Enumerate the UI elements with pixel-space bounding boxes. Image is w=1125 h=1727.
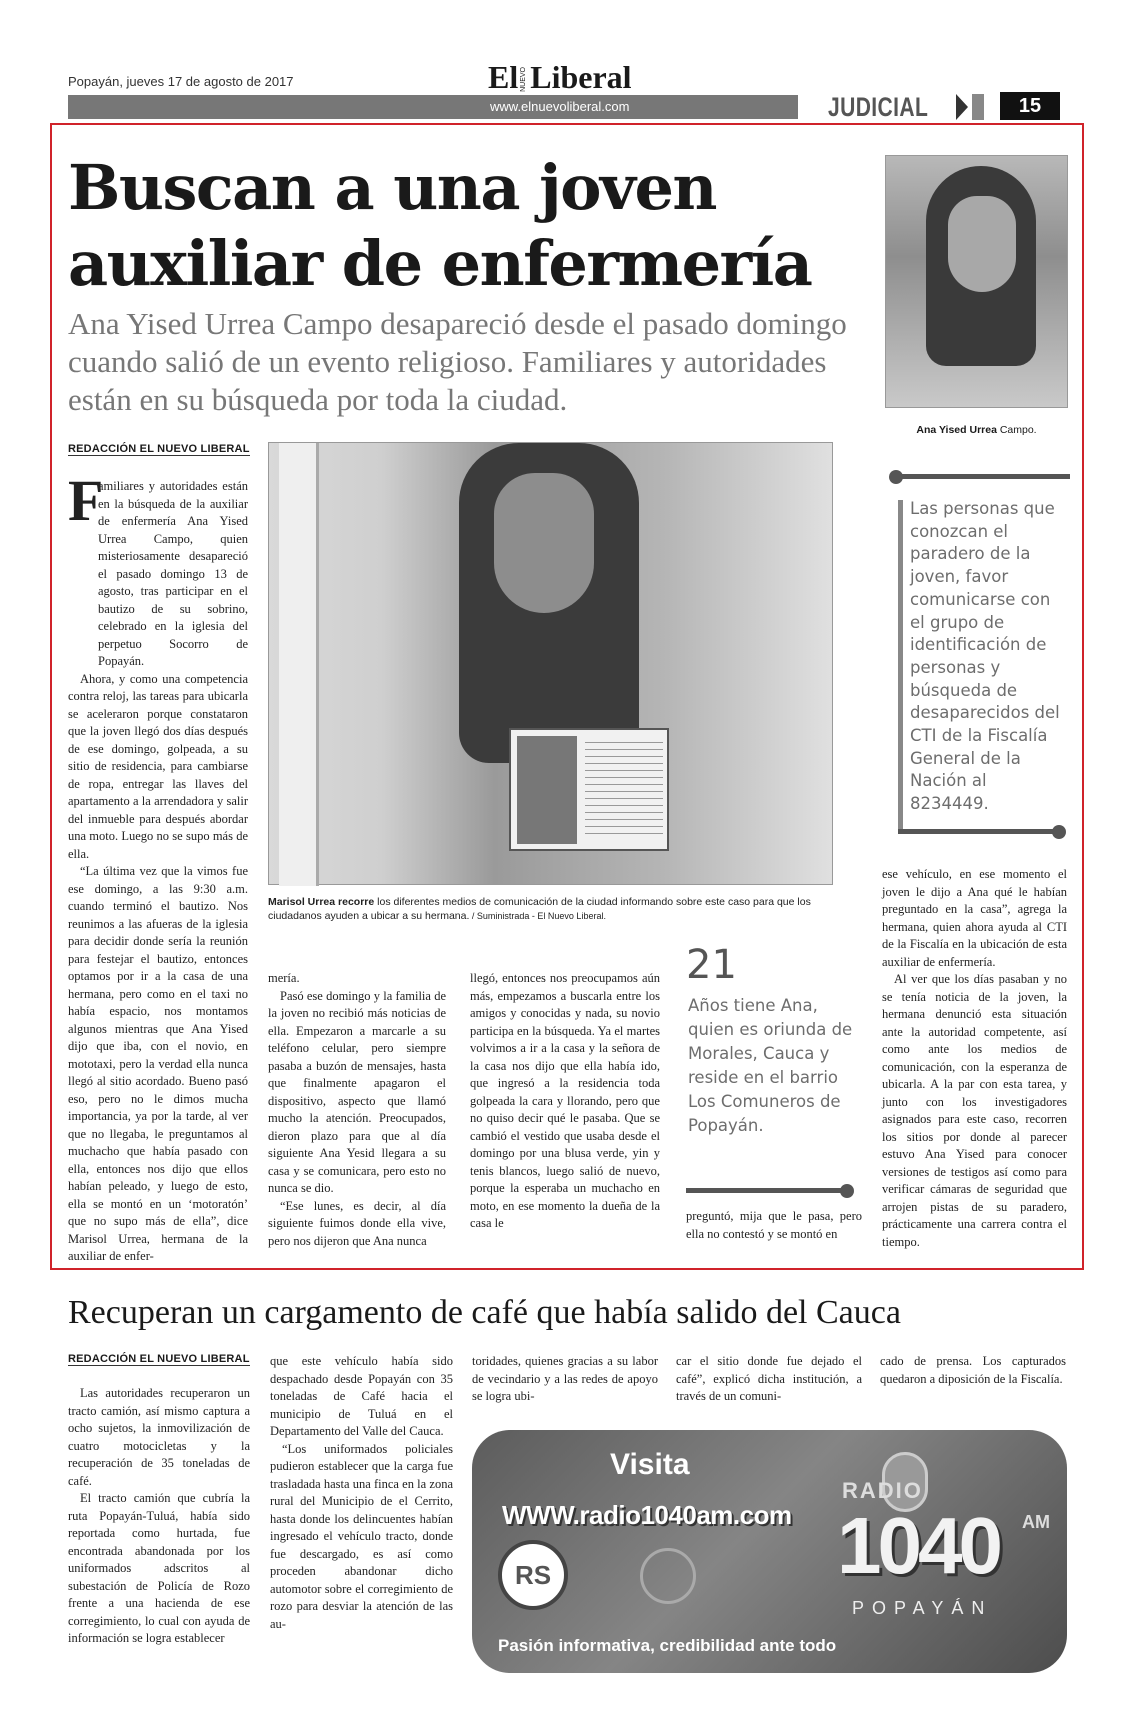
ad-city: POPAYÁN	[852, 1598, 993, 1618]
article2-column-5	[880, 1353, 1066, 1388]
drop-cap: F	[68, 468, 104, 533]
page-number: 15	[1000, 92, 1060, 120]
ad-radio: RADIO	[842, 1478, 923, 1503]
portrait-photo	[885, 155, 1068, 408]
ad-am: AM	[1022, 1512, 1050, 1532]
section-chevron-2	[972, 94, 984, 120]
article2-byline: REDACCIÓN EL NUEVO LIBERAL	[68, 1353, 250, 1365]
logo-el: El	[488, 59, 519, 95]
paragraph: El tracto camión que cubría la ruta Popayán-Tuluá, había sido reportada como hurtada, fue encontrada abandonada por los uniformados adscritos al subestación de Policía de Rozo frente a una hacienda de ese corregimiento, lo cual con ayuda de información se logra establecer	[68, 1491, 250, 1645]
callout-dot-bottom	[1052, 825, 1066, 839]
article2-headline: Recuperan un cargamento de café que había salido del Cauca	[68, 1294, 901, 1331]
paragraph: “Los uniformados policiales pudieron establecer que la carga fue trasladada hasta una finca en la zona rural del Municipio de el Cerrito, hasta donde los delincuentes habían ingresado el vehículo tracto, donde fue descargado, es así como proceden abandonar dicho automotor sobre el corregimiento de rozo para desviar la atención de las au-	[270, 1441, 453, 1631]
article-headline: Buscan a una joven auxiliar de enfermería	[68, 151, 812, 300]
portrait-caption	[885, 424, 1068, 436]
masthead-logo	[488, 58, 632, 95]
paragraph: amiliares y autoridades están en la búsqueda de la auxiliar de enfermería Ana Yised Urrea Campo, quien misteriosamente desapareció el pasado domingo 13 de agosto, tras participar en el bautizo de su sobrino, celebrado en la iglesia del perpetuo Socorro de Popayán.	[98, 479, 248, 668]
callout-rule-top	[898, 474, 1070, 479]
photo-person-face	[494, 473, 594, 613]
paragraph: preguntó, mija que le pasa, pero ella no contestó y se montó en	[686, 1209, 862, 1241]
header-bar	[68, 95, 798, 119]
byline: REDACCIÓN EL NUEVO LIBERAL	[68, 443, 250, 455]
radio-ad[interactable]	[472, 1430, 1067, 1673]
main-photo	[268, 442, 833, 885]
stat-number: 21	[686, 942, 737, 988]
flyer-photo	[517, 736, 577, 844]
photo-caption-bold: Marisol Urrea recorre	[268, 896, 375, 908]
section-tab	[798, 92, 988, 122]
article-column-4	[686, 1208, 862, 1243]
section-label: JUDICIAL	[828, 92, 929, 122]
ad-url[interactable]: WWW.radio1040am.com	[502, 1500, 792, 1530]
article-column-1	[68, 468, 248, 1266]
portrait-caption-rest: Campo.	[996, 424, 1037, 436]
ad-frequency: 1040	[837, 1501, 999, 1590]
paragraph: llegó, entonces nos preocupamos aún más, empezamos a buscarla entre los amigos y conocidas y nada, su novio participa en la búsqueda. Ya el martes volvimos a ir a la casa y la señora de la casa nos dijo que ella había ido, que ingresó a la residencia toda golpeada la cara y llorando, pero que no quiso decir qué le pasaba. Que se cambió el vestido que usaba desde el domingo por una blusa verde, yin y tenis blancos, luego salió de nuevo, porque la esperaba un muchacho en moto, en ese momento la dueña de la casa le	[470, 971, 660, 1230]
paragraph: que este vehículo había sido despachado desde Popayán con 35 toneladas de Café hacia el municipio de Tuluá en el Departamento del Valle del Cauca.	[270, 1354, 453, 1438]
paragraph: Al ver que los días pasaban y no se tenía noticia de la joven, la hermana denunció esta situación ante la autoridad competente, así como ante los medios de comunicación, con la esperanza de ubicarla. A la par con esta tarea, y junto con los investigadores asignados para este caso, recorren los sitios por donde al parecer estuvo Ana Yised para conocer versiones de testigos así como para verificar cámaras de seguridad que arrojen pistas de su paradero, prácticamente una carrera contra el tiempo.	[882, 972, 1067, 1249]
paragraph: mería.	[268, 971, 300, 985]
photo-held-flyer	[509, 728, 669, 851]
paragraph: Las autoridades recuperaron un tracto camión, así mismo captura a ocho sujetos, la inmovilización de cuatro motocicletas y la recuperación de 35 toneladas de café.	[68, 1386, 250, 1488]
website-link[interactable]: www.elnuevoliberal.com	[490, 99, 630, 114]
article-column-3	[470, 970, 660, 1233]
portrait-face	[948, 196, 1016, 292]
stat-text: Años tiene Ana, quien es oriunda de Morales, Cauca y reside en el barrio Los Comuneros de Popayán.	[688, 996, 853, 1135]
callout-side-bar	[898, 500, 903, 830]
article2-column-3	[472, 1353, 658, 1406]
paragraph: toridades, quienes gracias a su labor de vecindario y a las redes de apoyo se logra ubi-	[472, 1354, 658, 1403]
stat-rule	[686, 1188, 844, 1193]
paragraph: car el sitio donde fue dejado el café”, explicó dicha institución, a través de un comuni-	[676, 1354, 862, 1403]
article2-column-1	[68, 1385, 250, 1648]
ad-tagline: Pasión informativa, credibilidad ante todo	[498, 1636, 837, 1655]
stat-rule-dot	[840, 1184, 854, 1198]
logo-liberal: Liberal	[530, 59, 632, 95]
article2-column-2	[270, 1353, 453, 1633]
swirl-icon	[640, 1548, 696, 1604]
article-column-2	[268, 970, 446, 1250]
portrait-caption-name: Ana Yised Urrea	[916, 424, 997, 436]
article-column-5	[882, 866, 1067, 1251]
photo-caption-rest: los diferentes medios de comunicación de la ciudad informando sobre este caso para que los ciudadanos ayuden a ubicar a su hermana.	[268, 896, 811, 922]
callout-text: Las personas que conozcan el paradero de la joven, favor comunicarse con el grupo de identificación de personas y búsqueda de desaparecidos del CTI de la Fiscalía General de la Nación al 8234449.	[910, 499, 1060, 814]
paragraph: Pasó ese domingo y la familia de la joven no recibió más noticias de ella. Empezaron a marcarle a su teléfono celular, pero siempre pasaba a buzón de mensajes, hasta que finalmente apagaron el dispositivo, aspecto que llamó mucho la atención. Preocupados, dieron plazo para que al día siguiente Ana Yesid llegara a su casa y se comunicara, pero esto no nunca se dio.	[268, 988, 446, 1195]
section-chevron	[956, 94, 968, 120]
dateline: Popayán, jueves 17 de agosto de 2017	[68, 74, 294, 89]
flyer-text-block	[585, 742, 663, 837]
paragraph: ese vehículo, en ese momento el joven le dijo a Ana qué le habían preguntado en la casa”, agrega la hermana, quien ahora ayuda al CTI de la Fiscalía en la ubicación de esta auxiliar de enfermería.	[882, 867, 1067, 969]
photo-credit: / Suministrada - El Nuevo Liberal.	[469, 911, 606, 921]
rs-logo-text: RS	[514, 1560, 552, 1590]
paragraph: Ahora, y como una competencia contra reloj, las tareas para ubicarla se aceleraron porque constataron que la joven llegó dos días después de ese domingo, golpeada, a su sitio de residencia, para cambiarse de ropa, entregar las llaves del apartamento a la arrendadora y salir del inmueble para después abordar una moto. Luego no se supo más de ella.	[68, 671, 248, 861]
article2-column-4	[676, 1353, 862, 1406]
logo-nuevo: NUEVO	[520, 67, 528, 92]
callout-rule-bottom	[898, 829, 1058, 834]
ad-visit: Visita	[610, 1448, 690, 1481]
paragraph: “La última vez que la vimos fue ese domingo, a las 9:30 a.m. cuando terminó el bautizo. Nos reunimos a las afueras de la iglesia para decidir donde sería la reunión para festejar el bautizo, entonces optamos por ir a la casa de una hermana, pero como en el taxi no había espacio, nos montamos algunos mientras que Ana Yised dijo que iba, con el novio, en mototaxi, pero la verdad ella nunca llegó al sitio acordado. Bueno pasó eso, pero no le dimos mucha importancia, ya por la tarde, al ver que no llegaba, le preguntamos al muchacho que había pasado con ella, entonces nos dijo que ellos habían peleado, y luego de esto, ella se montó en un ‘motoratón’ que no supo más de ella”, dice Marisol Urrea, hermana de la auxiliar de enfer-	[68, 864, 248, 1263]
article-subhead: Ana Yised Urrea Campo desapareció desde el pasado domingo cuando salió de un evento religioso. Familiares y autoridades están en su búsqueda por toda la ciudad.	[68, 306, 847, 417]
paragraph: “Ese lunes, es decir, al día siguiente fuimos donde ella vive, pero nos dijeron que Ana nunca	[268, 1198, 446, 1248]
paragraph: cado de prensa. Los capturados quedaron a diposición de la Fiscalía.	[880, 1354, 1066, 1386]
main-photo-caption	[268, 895, 833, 923]
photo-door	[279, 443, 319, 886]
rs-logo	[498, 1540, 568, 1610]
